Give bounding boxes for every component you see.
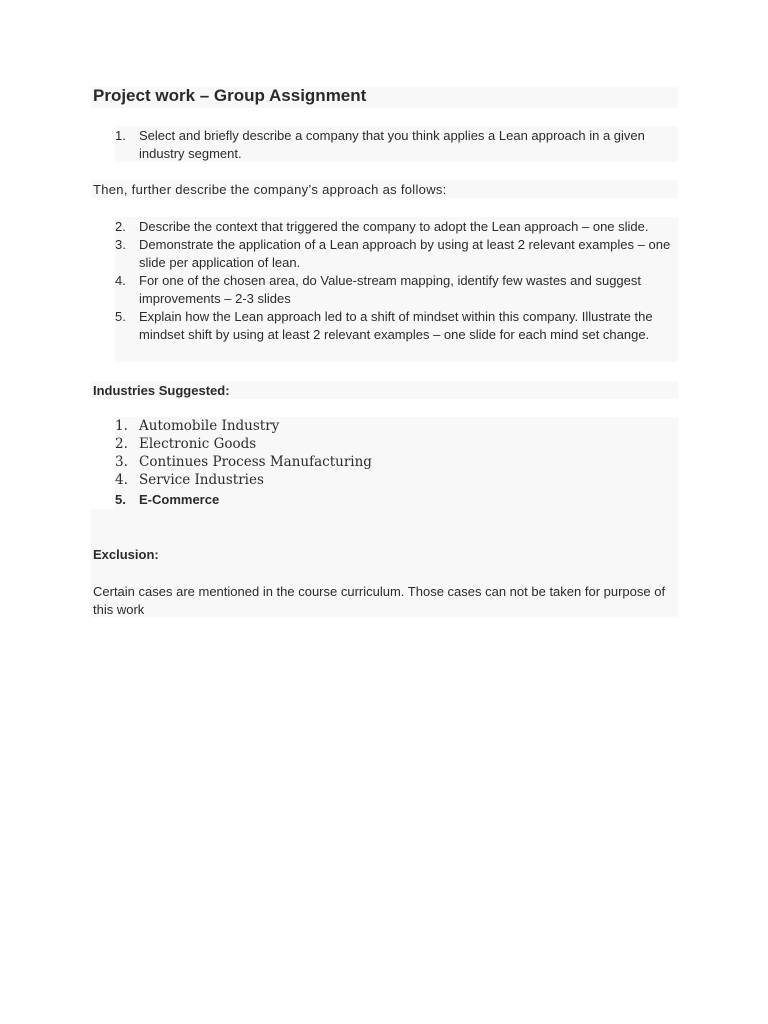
list-number: 3. <box>115 237 126 252</box>
exclusion-heading: Exclusion: <box>93 547 159 562</box>
then-paragraph: Then, further describe the company’s approach as follows: <box>93 182 447 197</box>
list-number: 4. <box>115 472 128 488</box>
exclusion-paragraph: Certain cases are mentioned in the course curriculum. Those cases can not be taken for purpose of this work <box>93 584 666 617</box>
list-text: Describe the context that triggered the company to adopt the Lean approach – one slide. <box>139 219 649 234</box>
list-text: Continues Process Manufacturing <box>139 454 372 470</box>
industries-list <box>115 417 372 509</box>
list-item <box>115 236 671 272</box>
list-item <box>115 491 372 509</box>
intro-list <box>115 127 671 163</box>
list-item <box>115 127 671 163</box>
list-item <box>115 308 671 344</box>
list-text: Explain how the Lean approach led to a shift of mindset within this company. Illustrate the mindset shift by using at least 2 relevant examples – one slide for each mind set change. <box>139 309 653 342</box>
list-text: E-Commerce <box>139 492 220 507</box>
list-text: Service Industries <box>139 472 264 488</box>
industries-heading: Industries Suggested: <box>93 383 230 398</box>
list-text: Select and briefly describe a company that you think applies a Lean approach in a given industry segment. <box>139 128 645 161</box>
list-item <box>115 417 372 435</box>
list-number: 1. <box>115 418 128 434</box>
list-item <box>115 471 372 489</box>
steps-list <box>115 218 671 344</box>
list-number: 3. <box>115 454 128 470</box>
list-item <box>115 453 372 471</box>
list-item <box>115 218 671 236</box>
list-text: For one of the chosen area, do Value-stream mapping, identify few wastes and suggest improvements – 2-3 slides <box>139 273 641 306</box>
list-item <box>115 435 372 453</box>
list-text: Automobile Industry <box>139 418 280 434</box>
list-number: 2. <box>115 436 128 452</box>
list-number: 1. <box>115 128 126 143</box>
list-number: 5. <box>115 309 126 324</box>
page-title: Project work – Group Assignment <box>93 86 367 105</box>
list-number: 4. <box>115 273 126 288</box>
list-number: 5. <box>115 492 126 507</box>
list-item <box>115 272 671 308</box>
list-number: 2. <box>115 219 126 234</box>
list-text: Electronic Goods <box>139 436 257 452</box>
list-text: Demonstrate the application of a Lean approach by using at least 2 relevant examples – one slide per application of lean. <box>139 237 671 270</box>
